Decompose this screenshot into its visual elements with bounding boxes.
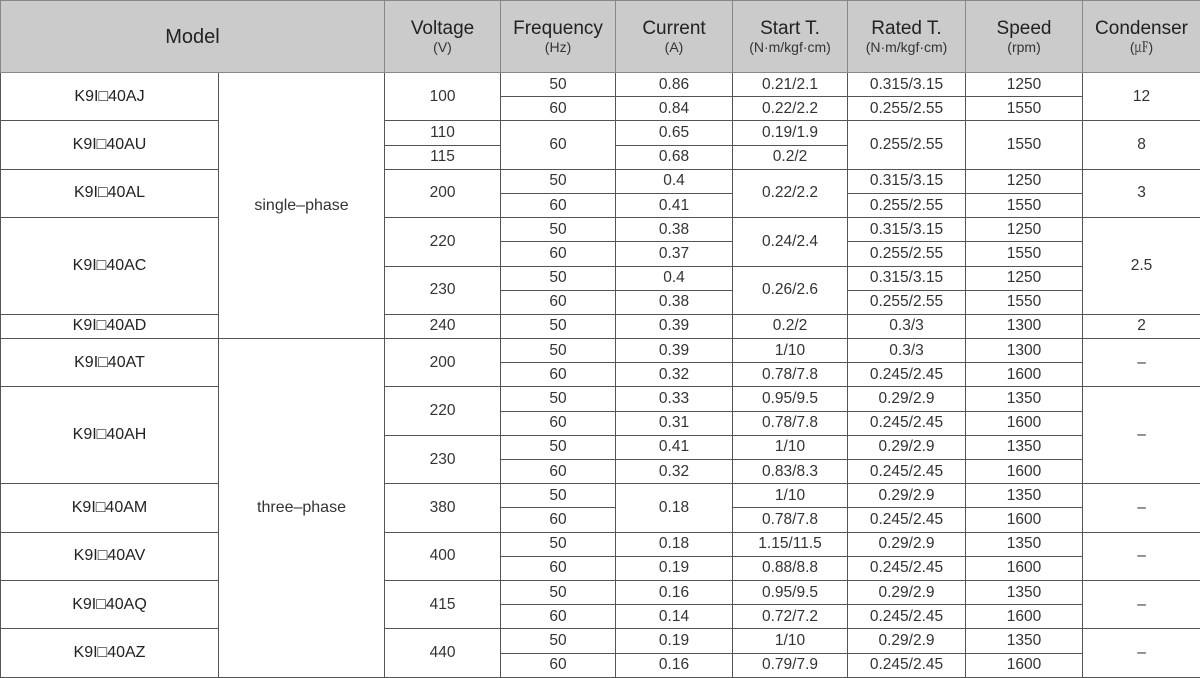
speed-cell: 1550	[966, 290, 1083, 314]
start-torque-cell: 1/10	[733, 339, 848, 363]
start-torque-cell: 0.2/2	[733, 145, 848, 169]
header-voltage: Voltage (V)	[385, 1, 501, 73]
current-cell: 0.39	[616, 339, 733, 363]
frequency-cell: 50	[501, 73, 616, 97]
speed-cell: 1600	[966, 460, 1083, 484]
rated-torque-cell: 0.315/3.15	[848, 169, 966, 193]
header-model: Model	[1, 1, 385, 73]
start-torque-cell: 1/10	[733, 629, 848, 653]
voltage-cell: 100	[385, 73, 501, 121]
condenser-cell: –	[1083, 387, 1200, 484]
current-cell: 0.16	[616, 653, 733, 677]
phase-cell-single: single–phase	[219, 73, 385, 339]
current-cell: 0.65	[616, 121, 733, 145]
current-cell: 0.41	[616, 435, 733, 459]
speed-cell: 1350	[966, 629, 1083, 653]
frequency-cell: 50	[501, 266, 616, 290]
table-row	[1, 218, 1200, 242]
current-cell: 0.38	[616, 218, 733, 242]
frequency-cell: 50	[501, 629, 616, 653]
rated-torque-cell: 0.255/2.55	[848, 97, 966, 121]
speed-cell: 1600	[966, 556, 1083, 580]
speed-cell: 1350	[966, 484, 1083, 508]
start-torque-cell: 0.79/7.9	[733, 653, 848, 677]
model-cell: K9I□40AC	[1, 218, 219, 315]
current-cell: 0.39	[616, 314, 733, 338]
current-cell: 0.68	[616, 145, 733, 169]
speed-cell: 1250	[966, 218, 1083, 242]
model-cell: K9I□40AJ	[1, 73, 219, 121]
speed-cell: 1250	[966, 73, 1083, 97]
rated-torque-cell: 0.29/2.9	[848, 532, 966, 556]
frequency-cell: 50	[501, 339, 616, 363]
start-torque-cell: 0.22/2.2	[733, 169, 848, 217]
frequency-cell: 60	[501, 605, 616, 629]
current-cell: 0.86	[616, 73, 733, 97]
condenser-cell: 2	[1083, 314, 1200, 338]
speed-cell: 1550	[966, 97, 1083, 121]
rated-torque-cell: 0.315/3.15	[848, 73, 966, 97]
speed-cell: 1350	[966, 435, 1083, 459]
frequency-cell: 50	[501, 169, 616, 193]
condenser-cell: 3	[1083, 169, 1200, 217]
rated-torque-cell: 0.245/2.45	[848, 363, 966, 387]
current-cell: 0.33	[616, 387, 733, 411]
speed-cell: 1600	[966, 605, 1083, 629]
condenser-cell: –	[1083, 580, 1200, 628]
condenser-cell: –	[1083, 339, 1200, 387]
frequency-cell: 50	[501, 314, 616, 338]
frequency-cell: 60	[501, 508, 616, 532]
start-torque-cell: 0.78/7.8	[733, 411, 848, 435]
speed-cell: 1300	[966, 314, 1083, 338]
speed-cell: 1550	[966, 121, 1083, 169]
rated-torque-cell: 0.29/2.9	[848, 580, 966, 604]
condenser-cell: 12	[1083, 73, 1200, 121]
rated-torque-cell: 0.255/2.55	[848, 290, 966, 314]
speed-cell: 1600	[966, 363, 1083, 387]
speed-cell: 1550	[966, 242, 1083, 266]
frequency-cell: 60	[501, 411, 616, 435]
start-torque-cell: 0.2/2	[733, 314, 848, 338]
table-row	[1, 73, 1200, 97]
rated-torque-cell: 0.3/3	[848, 314, 966, 338]
condenser-cell: –	[1083, 484, 1200, 532]
frequency-cell: 60	[501, 290, 616, 314]
table-row	[1, 580, 1200, 604]
current-cell: 0.38	[616, 290, 733, 314]
current-cell: 0.14	[616, 605, 733, 629]
frequency-cell: 60	[501, 193, 616, 217]
rated-torque-cell: 0.3/3	[848, 339, 966, 363]
start-torque-cell: 0.78/7.8	[733, 508, 848, 532]
frequency-cell: 60	[501, 653, 616, 677]
current-cell: 0.37	[616, 242, 733, 266]
rated-torque-cell: 0.255/2.55	[848, 242, 966, 266]
speed-cell: 1600	[966, 411, 1083, 435]
model-cell: K9I□40AL	[1, 169, 219, 217]
voltage-cell: 115	[385, 145, 501, 169]
current-cell: 0.41	[616, 193, 733, 217]
table-row	[1, 484, 1200, 508]
start-torque-cell: 1.15/11.5	[733, 532, 848, 556]
voltage-cell: 230	[385, 266, 501, 314]
start-torque-cell: 1/10	[733, 484, 848, 508]
start-torque-cell: 0.19/1.9	[733, 121, 848, 145]
frequency-cell: 50	[501, 218, 616, 242]
speed-cell: 1350	[966, 580, 1083, 604]
model-cell: K9I□40AD	[1, 314, 219, 338]
start-torque-cell: 0.24/2.4	[733, 218, 848, 266]
table-row	[1, 532, 1200, 556]
header-condenser: Condenser (㎌)	[1083, 1, 1200, 73]
voltage-cell: 230	[385, 435, 501, 483]
current-cell: 0.18	[616, 484, 733, 532]
rated-torque-cell: 0.315/3.15	[848, 266, 966, 290]
model-cell: K9I□40AH	[1, 387, 219, 484]
frequency-cell: 50	[501, 484, 616, 508]
frequency-cell: 50	[501, 435, 616, 459]
current-cell: 0.19	[616, 556, 733, 580]
voltage-cell: 200	[385, 339, 501, 387]
start-torque-cell: 0.22/2.2	[733, 97, 848, 121]
rated-torque-cell: 0.29/2.9	[848, 387, 966, 411]
voltage-cell: 220	[385, 387, 501, 435]
rated-torque-cell: 0.245/2.45	[848, 556, 966, 580]
voltage-cell: 200	[385, 169, 501, 217]
table-row	[1, 339, 1200, 363]
rated-torque-cell: 0.245/2.45	[848, 605, 966, 629]
current-cell: 0.84	[616, 97, 733, 121]
rated-torque-cell: 0.255/2.55	[848, 121, 966, 169]
speed-cell: 1250	[966, 169, 1083, 193]
voltage-cell: 415	[385, 580, 501, 628]
start-torque-cell: 0.83/8.3	[733, 460, 848, 484]
header-start-torque: Start T. (N·m/kgf·cm)	[733, 1, 848, 73]
table-row	[1, 387, 1200, 411]
start-torque-cell: 0.72/7.2	[733, 605, 848, 629]
frequency-cell: 60	[501, 242, 616, 266]
voltage-cell: 240	[385, 314, 501, 338]
current-cell: 0.4	[616, 266, 733, 290]
rated-torque-cell: 0.245/2.45	[848, 508, 966, 532]
rated-torque-cell: 0.29/2.9	[848, 629, 966, 653]
voltage-cell: 380	[385, 484, 501, 532]
rated-torque-cell: 0.315/3.15	[848, 218, 966, 242]
frequency-cell: 50	[501, 532, 616, 556]
header-rated-torque: Rated T. (N·m/kgf·cm)	[848, 1, 966, 73]
speed-cell: 1350	[966, 532, 1083, 556]
table-row	[1, 629, 1200, 653]
condenser-cell: –	[1083, 532, 1200, 580]
model-cell: K9I□40AU	[1, 121, 219, 169]
model-cell: K9I□40AZ	[1, 629, 219, 677]
condenser-cell: –	[1083, 629, 1200, 677]
voltage-cell: 440	[385, 629, 501, 677]
frequency-cell: 60	[501, 363, 616, 387]
phase-cell-three: three–phase	[219, 339, 385, 678]
start-torque-cell: 0.95/9.5	[733, 580, 848, 604]
current-cell: 0.18	[616, 532, 733, 556]
frequency-cell: 50	[501, 387, 616, 411]
table-row	[1, 314, 1200, 338]
table-row	[1, 121, 1200, 145]
frequency-cell: 60	[501, 97, 616, 121]
start-torque-cell: 0.95/9.5	[733, 387, 848, 411]
header-current: Current (A)	[616, 1, 733, 73]
model-cell: K9I□40AM	[1, 484, 219, 532]
speed-cell: 1250	[966, 266, 1083, 290]
frequency-cell: 50	[501, 580, 616, 604]
table-row	[1, 169, 1200, 193]
start-torque-cell: 0.21/2.1	[733, 73, 848, 97]
speed-cell: 1350	[966, 387, 1083, 411]
speed-cell: 1550	[966, 193, 1083, 217]
speed-cell: 1600	[966, 653, 1083, 677]
frequency-cell: 60	[501, 556, 616, 580]
rated-torque-cell: 0.29/2.9	[848, 435, 966, 459]
current-cell: 0.4	[616, 169, 733, 193]
speed-cell: 1300	[966, 339, 1083, 363]
start-torque-cell: 1/10	[733, 435, 848, 459]
rated-torque-cell: 0.245/2.45	[848, 460, 966, 484]
header-speed: Speed (rpm)	[966, 1, 1083, 73]
header-row	[1, 1, 1200, 73]
header-frequency: Frequency (Hz)	[501, 1, 616, 73]
voltage-cell: 220	[385, 218, 501, 266]
rated-torque-cell: 0.29/2.9	[848, 484, 966, 508]
frequency-cell: 60	[501, 460, 616, 484]
speed-cell: 1600	[966, 508, 1083, 532]
condenser-cell: 8	[1083, 121, 1200, 169]
model-cell: K9I□40AV	[1, 532, 219, 580]
current-cell: 0.32	[616, 363, 733, 387]
rated-torque-cell: 0.245/2.45	[848, 411, 966, 435]
voltage-cell: 110	[385, 121, 501, 145]
model-cell: K9I□40AT	[1, 339, 219, 387]
start-torque-cell: 0.78/7.8	[733, 363, 848, 387]
start-torque-cell: 0.26/2.6	[733, 266, 848, 314]
current-cell: 0.19	[616, 629, 733, 653]
frequency-cell: 60	[501, 121, 616, 169]
condenser-cell: 2.5	[1083, 218, 1200, 315]
rated-torque-cell: 0.255/2.55	[848, 193, 966, 217]
current-cell: 0.32	[616, 460, 733, 484]
current-cell: 0.31	[616, 411, 733, 435]
start-torque-cell: 0.88/8.8	[733, 556, 848, 580]
rated-torque-cell: 0.245/2.45	[848, 653, 966, 677]
current-cell: 0.16	[616, 580, 733, 604]
voltage-cell: 400	[385, 532, 501, 580]
model-cell: K9I□40AQ	[1, 580, 219, 628]
